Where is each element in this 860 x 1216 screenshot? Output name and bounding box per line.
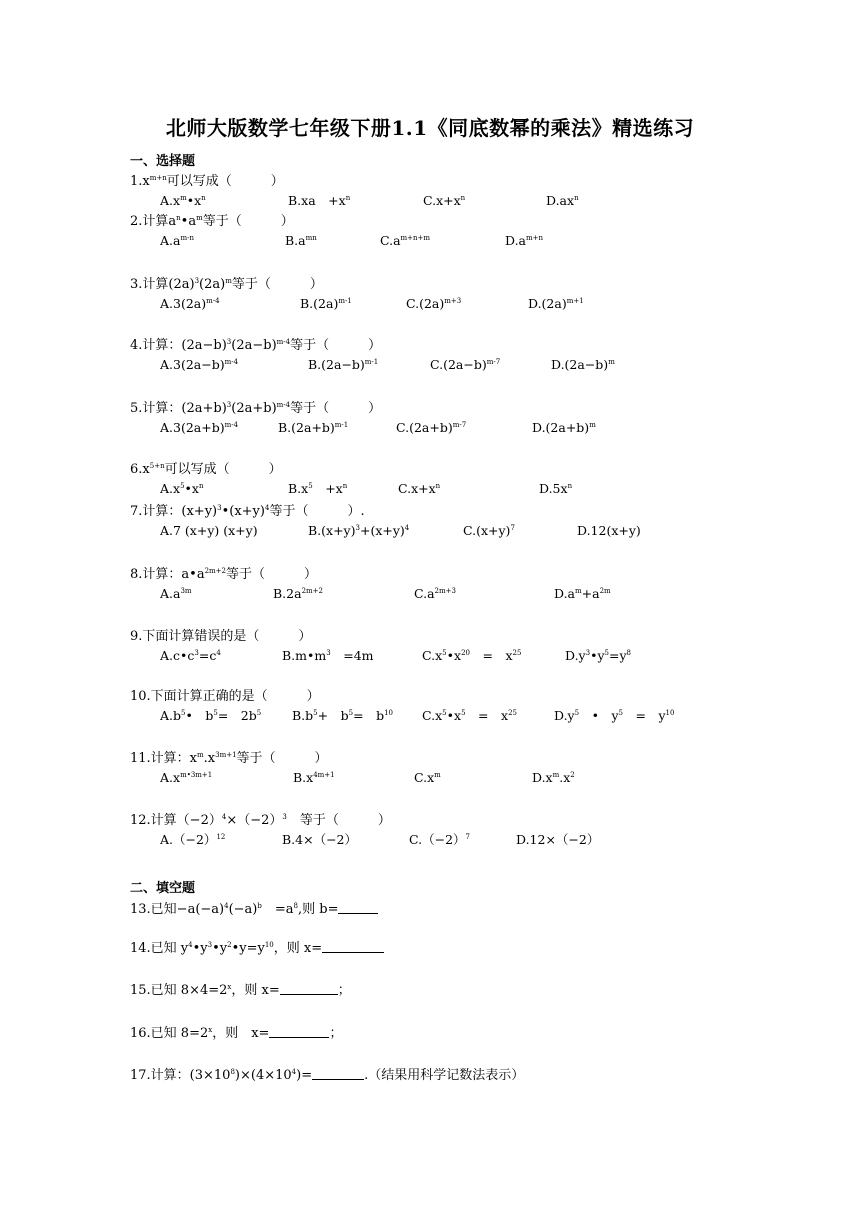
question-1-option-a: $A.x^m•x^n$ xyxy=(160,193,206,208)
question-1-option-d: $D.ax^n$ xyxy=(546,193,579,208)
question-12-option-c: $C.(-2)^7$ xyxy=(409,832,470,847)
fill-question-14: 14.已知 $y^4•y^3•y^2•y=y^{10}$，则 x= xyxy=(130,940,384,957)
question-2-option-a: $A.a^{m-n}$ xyxy=(160,233,194,248)
question-9-option-d: $D.y^3•y^5=y^8$ xyxy=(565,648,632,663)
question-8-option-b: $B.2a^{2m+2}$ xyxy=(273,586,323,601)
fill-question-13: 13.已知$-a(-a)^4(-a)^b$ $=a^8$,则 b= xyxy=(130,901,378,918)
question-3-option-d: $D.(2a)^{m+1}$ xyxy=(528,296,584,311)
question-5-option-d: $D.(2a+b)^m$ xyxy=(532,420,596,435)
question-12-stem: 12.计算$(-2)^4\times(-2)^3$ 等于（ ） xyxy=(130,813,391,828)
question-5-option-a: $A.3(2a+b)^{m-4}$ xyxy=(160,420,239,435)
section-heading-choice: 一、选择题 xyxy=(130,154,196,169)
question-1-option-c: $C.x+x^n$ xyxy=(423,193,466,208)
question-2-option-c: $C.a^{m+n+m}$ xyxy=(380,233,431,248)
question-7-option-d: D.12(x+y) xyxy=(577,523,641,538)
question-6-option-a: $A.x^5•x^n$ xyxy=(160,481,204,496)
answer-blank[interactable] xyxy=(312,1067,364,1080)
question-11-option-a: $A.x^{m•3m+1}$ xyxy=(160,770,213,785)
fill-question-17: 17.计算：$(3\times 10^8)\times(4\times 10^4)=$ .（结果用科学记数法表示） xyxy=(130,1068,525,1083)
answer-blank[interactable] xyxy=(269,1025,329,1038)
question-10-option-b: $B.b^5+$ $b^5=$ $b^{10}$ xyxy=(292,708,393,723)
question-5-option-b: $B.(2a+b)^{m-1}$ xyxy=(278,420,349,435)
question-4-option-d: $D.(2a-b)^m$ xyxy=(551,357,615,372)
section-heading-fill: 二、填空题 xyxy=(130,881,196,896)
question-7-option-b: $B.(x+y)^3+(x+y)^4$ xyxy=(308,523,410,538)
page-title: 北师大版数学七年级下册1.1《同底数幂的乘法》精选练习 xyxy=(165,116,695,140)
question-10-stem: 10.下面计算正确的是（ ） xyxy=(130,689,320,704)
answer-blank[interactable] xyxy=(322,940,384,953)
question-3-option-c: $C.(2a)^{m+3}$ xyxy=(406,296,462,311)
question-6-option-c: $C.x+x^n$ xyxy=(398,481,441,496)
question-10-option-d: $D.y^5$ • $y^5$ = $y^{10}$ xyxy=(554,708,675,723)
question-9-option-a: $A.c•c^3=c^4$ xyxy=(160,648,221,663)
question-3-stem: 3.计算$(2a)^3(2a)^m$等于（ ） xyxy=(130,277,323,292)
question-11-option-b: $B.x^{4m+1}$ xyxy=(293,770,335,785)
question-4-option-b: $B.(2a-b)^{m-1}$ xyxy=(308,357,379,372)
question-10-option-a: $A.b^5•$ $b^5=$ $2b^5$ xyxy=(160,708,262,723)
question-7-option-c: $C.(x+y)^7$ xyxy=(463,523,515,538)
question-6-option-d: $D.5x^n$ xyxy=(539,481,573,496)
question-7-option-a: A.7 (x+y) (x+y) xyxy=(160,523,258,538)
question-4-stem: 4.计算：$(2a-b)^3(2a-b)^{m-4}$等于（ ） xyxy=(130,338,382,353)
question-9-option-b: $B.m•m^3$ =4m xyxy=(282,648,374,663)
question-5-option-c: $C.(2a+b)^{m-7}$ xyxy=(396,420,467,435)
question-4-option-c: $C.(2a-b)^{m-7}$ xyxy=(430,357,501,372)
answer-blank[interactable] xyxy=(280,982,338,995)
question-6-stem: $6.x^{5+n}$可以写成（ ） xyxy=(130,462,282,477)
fill-question-15: 15.已知 $8\times 4=2^x$，则 x= ； xyxy=(130,983,351,998)
question-8-option-c: $C.a^{2m+3}$ xyxy=(414,586,456,601)
question-9-option-c: $C.x^5•x^{20}$ = $x^{25}$ xyxy=(422,648,522,663)
question-9-stem: 9.下面计算错误的是（ ） xyxy=(130,629,312,644)
question-4-option-a: $A.3(2a-b)^{m-4}$ xyxy=(160,357,239,372)
answer-blank[interactable] xyxy=(338,901,378,914)
question-6-option-b: $B.x^5$ $+x^n$ xyxy=(288,481,348,496)
question-2-stem: 2.计算$a^n•a^m$等于（ ） xyxy=(130,214,294,229)
question-3-option-b: $B.(2a)^{m-1}$ xyxy=(300,296,352,311)
question-12-option-d: D.12×（−2） xyxy=(516,832,600,847)
question-12-option-b: B.4×（−2） xyxy=(282,832,358,847)
question-8-option-d: $D.a^m+a^{2m}$ xyxy=(554,586,611,601)
question-5-stem: 5.计算：$(2a+b)^3(2a+b)^{m-4}$等于（ ） xyxy=(130,401,382,416)
question-1-stem: $1.x^{m+n}$可以写成（ ） xyxy=(130,174,284,189)
question-1-option-b: B.xa $+x^n$ xyxy=(288,193,351,208)
fill-question-16: 16.已知 $8=2^x$，则 x= ； xyxy=(130,1026,343,1041)
question-11-option-d: $D.x^m.x^2$ xyxy=(532,770,575,785)
question-10-option-c: $C.x^5•x^5$ = $x^{25}$ xyxy=(422,708,517,723)
question-3-option-a: $A.3(2a)^{m-4}$ xyxy=(160,296,220,311)
question-8-stem: 8.计算：$a•a^{2m+2}$等于（ ） xyxy=(130,567,318,582)
question-11-option-c: $C.x^m$ xyxy=(414,770,441,785)
question-11-stem: 11.计算：$x^m.x^{3m+1}$等于（ ） xyxy=(130,751,328,766)
question-7-stem: 7.计算：$(x+y)^3•(x+y)^4$等于（ ）. xyxy=(130,504,365,519)
question-2-option-d: $D.a^{m+n}$ xyxy=(505,233,544,248)
question-2-option-b: $B.a^{mn}$ xyxy=(285,233,317,248)
question-8-option-a: $A.a^{3m}$ xyxy=(160,586,192,601)
question-12-option-a: $A.(-2)^{12}$ xyxy=(160,832,226,847)
